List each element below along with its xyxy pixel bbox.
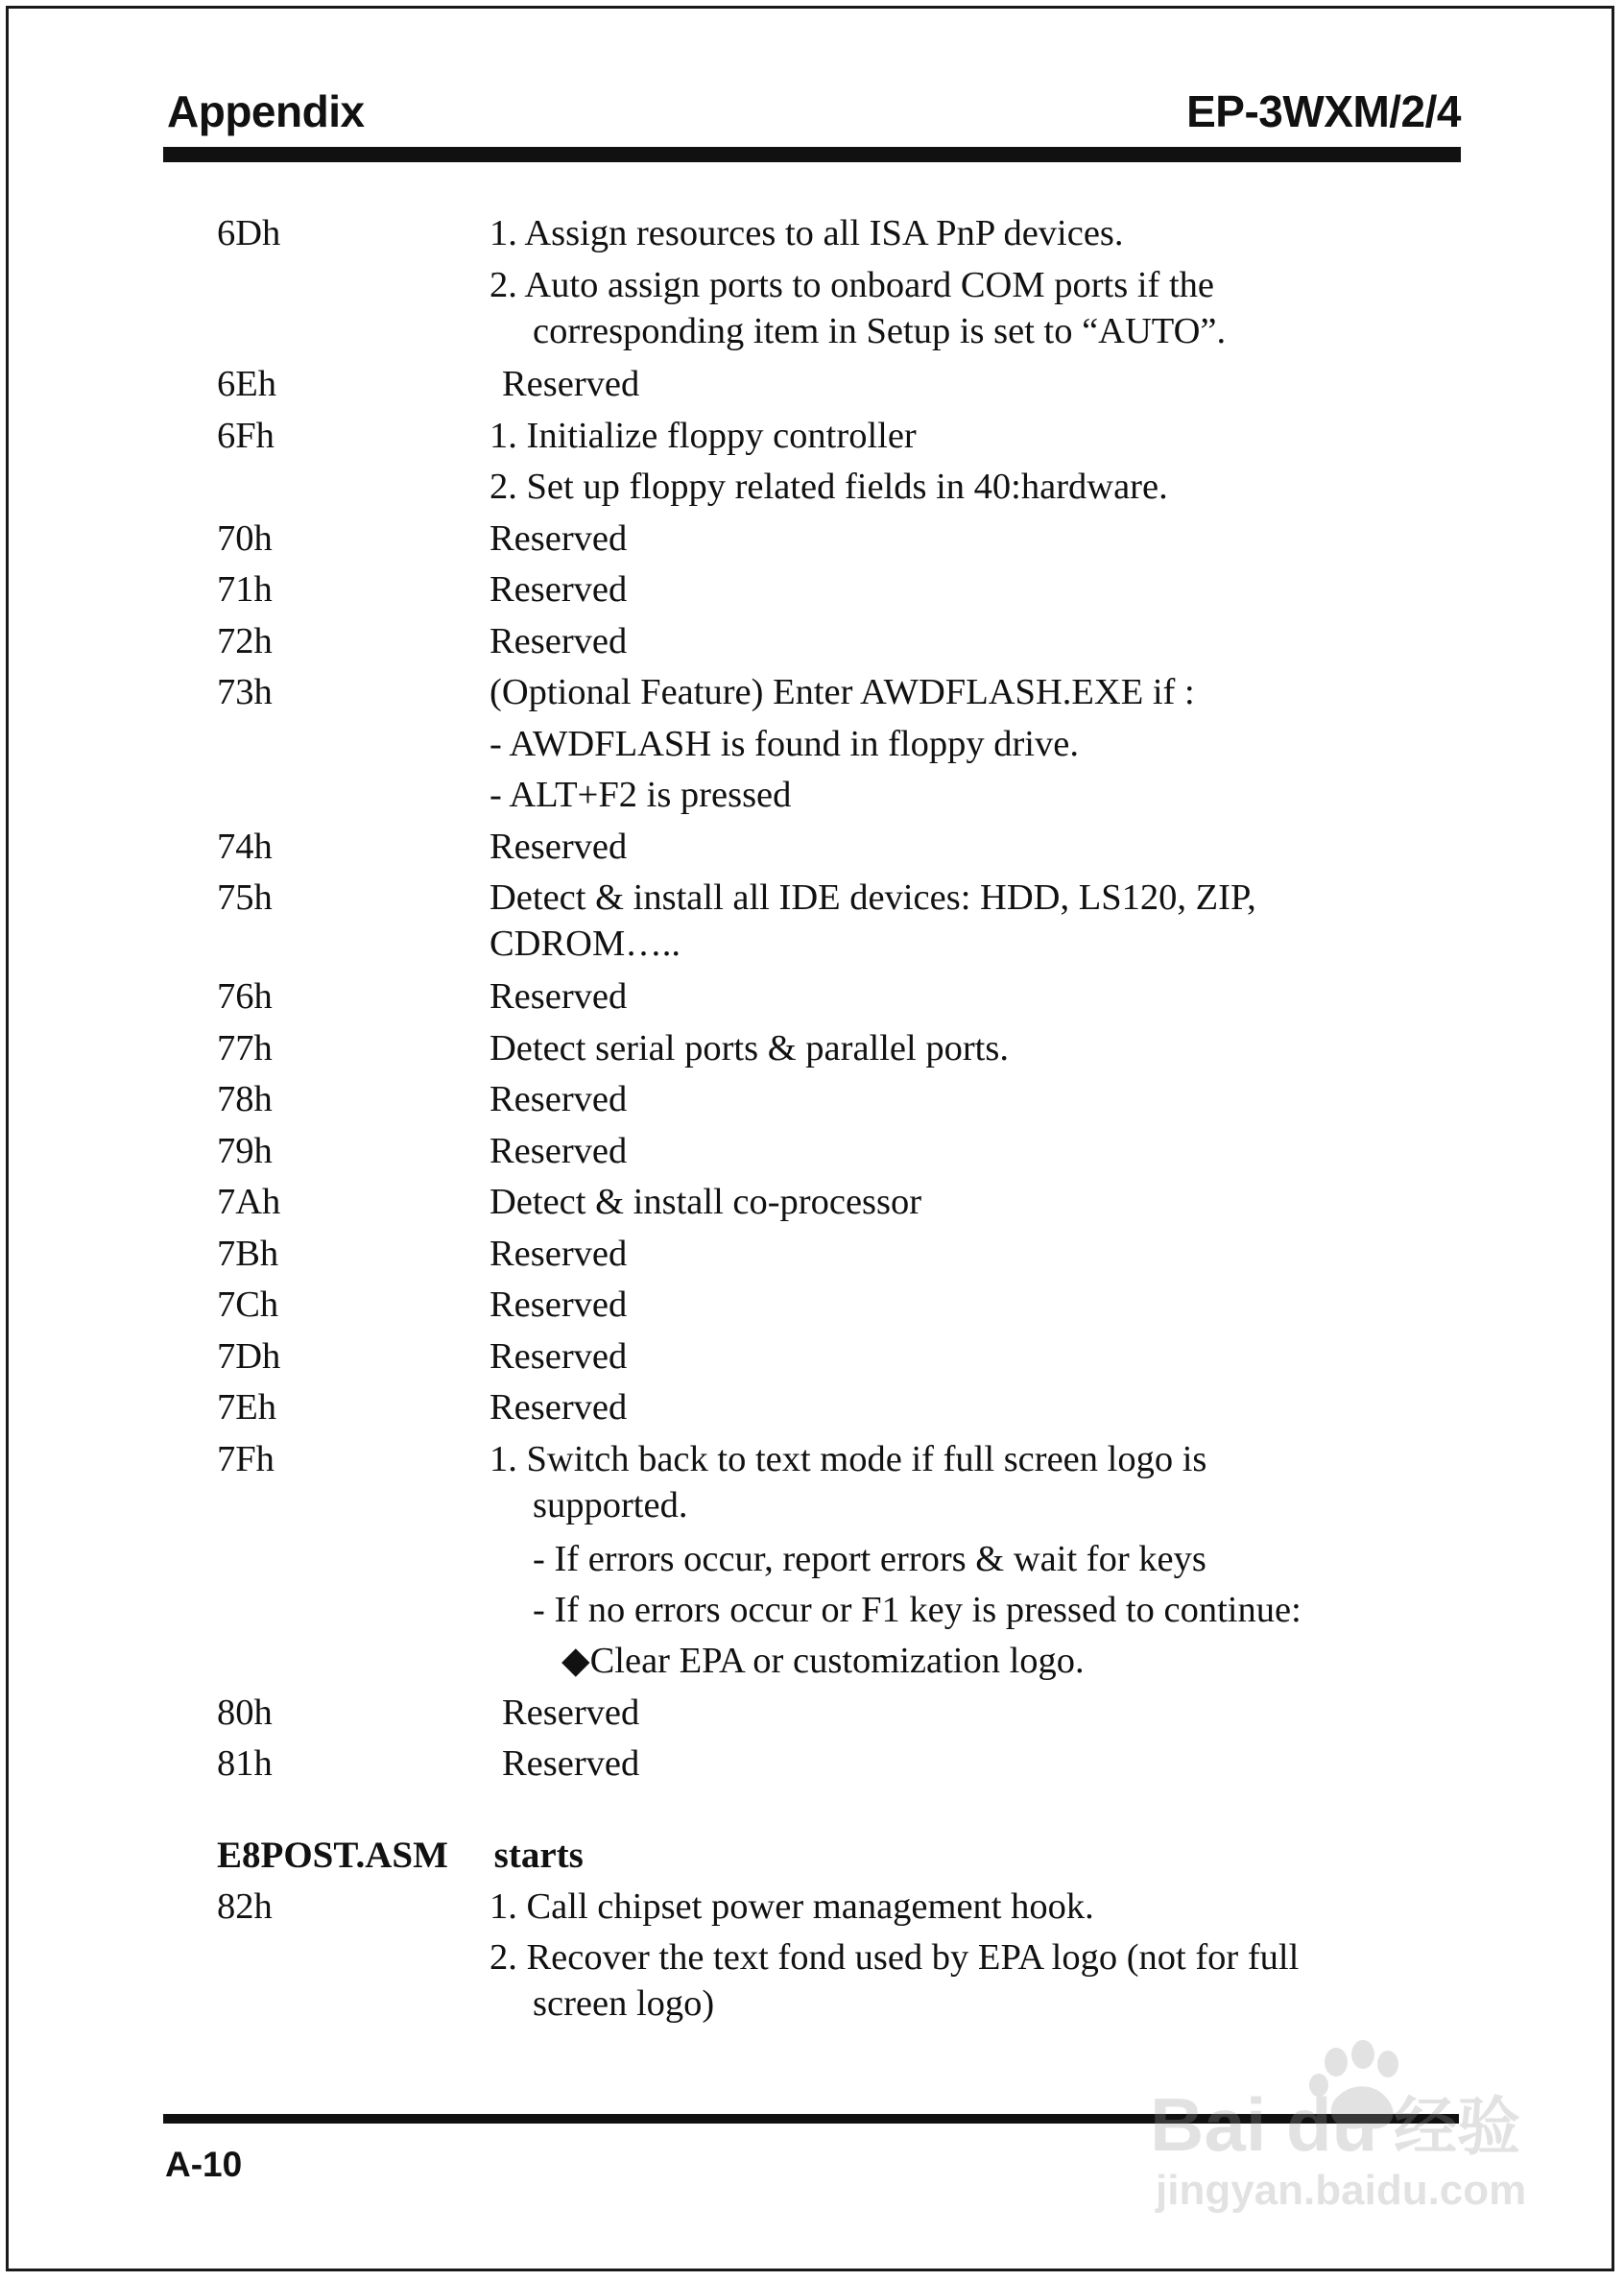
post-code: 77h [217, 1028, 273, 1068]
description-line: - If errors occur, report errors & wait for keys [533, 1539, 1206, 1579]
description-line: 1. Call chipset power management hook. [490, 1886, 1094, 1927]
description-line: 1. Initialize floppy controller [490, 416, 917, 456]
description-line: 2. Auto assign ports to onboard COM ports if the [490, 265, 1214, 305]
description-line: ◆Clear EPA or customization logo. [561, 1641, 1085, 1681]
post-description [490, 1231, 1461, 1277]
description-line: 2. Set up floppy related fields in 40:hardware. [490, 467, 1168, 507]
description-line: Detect serial ports & parallel ports. [490, 1028, 1009, 1068]
post-code: 82h [217, 1886, 273, 1927]
description-line: Reserved [490, 621, 628, 661]
post-description [502, 361, 1461, 407]
description-line: Reserved [490, 1387, 628, 1428]
post-description [490, 824, 1461, 870]
post-description [490, 1076, 1461, 1122]
post-code: 6Eh [217, 364, 277, 404]
description-line: Reserved [502, 364, 640, 404]
post-code: 7Eh [217, 1387, 277, 1428]
post-description [490, 1436, 1461, 1528]
post-code: 6Dh [217, 213, 281, 253]
post-description [490, 721, 1461, 767]
description-line: - ALT+F2 is pressed [490, 775, 792, 815]
post-description [490, 1179, 1461, 1225]
post-description [502, 1690, 1461, 1736]
post-description [490, 210, 1461, 256]
header-model-name: EP-3WXM/2/4 [1186, 86, 1461, 136]
description-line: Detect & install co-processor [490, 1182, 922, 1222]
description-line: - If no errors occur or F1 key is pressed to continue: [533, 1590, 1302, 1630]
description-line: Reserved [490, 1234, 628, 1274]
header-rule [163, 147, 1461, 162]
post-description [490, 1282, 1461, 1328]
post-code: 76h [217, 976, 273, 1017]
description-line: Reserved [490, 1285, 628, 1325]
post-code: 74h [217, 827, 273, 867]
post-code: 79h [217, 1131, 273, 1171]
post-description [490, 464, 1461, 510]
post-description [490, 413, 1461, 459]
section-heading [217, 1833, 584, 1879]
post-description [490, 1025, 1461, 1071]
post-description [490, 1333, 1461, 1380]
post-description [490, 1638, 1461, 1684]
description-line: Reserved [502, 1693, 640, 1733]
post-description [490, 875, 1461, 967]
post-code: 6Fh [217, 416, 275, 456]
post-description [490, 1934, 1461, 2027]
post-description [490, 772, 1461, 818]
post-description [490, 1128, 1461, 1174]
post-code: 7Ch [217, 1285, 279, 1325]
baidu-watermark [1142, 2026, 1545, 2218]
post-description [490, 973, 1461, 1020]
post-code: 7Ah [217, 1182, 281, 1222]
description-line: Detect & install all IDE devices: HDD, LS120, ZIP, [490, 877, 1256, 918]
post-description [490, 1536, 1461, 1582]
post-code: 7Dh [217, 1336, 281, 1377]
post-code: 81h [217, 1743, 273, 1784]
watermark-brand-suffix: du [1286, 2082, 1378, 2167]
post-code: 70h [217, 518, 273, 559]
post-description [502, 1741, 1461, 1787]
description-line: - AWDFLASH is found in floppy drive. [490, 724, 1079, 764]
description-line: 1. Switch back to text mode if full screen logo is [490, 1439, 1207, 1479]
description-line: Reserved [490, 518, 628, 559]
watermark-url: jingyan.baidu.com [1156, 2167, 1527, 2214]
description-line: supported. [533, 1485, 688, 1525]
description-line: 2. Recover the text fond used by EPA logo (not for full [490, 1937, 1300, 1978]
post-description [490, 1384, 1461, 1430]
post-code: 75h [217, 877, 273, 918]
section-suffix: starts [493, 1835, 584, 1876]
description-line: Reserved [490, 1336, 628, 1377]
page-number: A-10 [165, 2145, 243, 2184]
description-line: (Optional Feature) Enter AWDFLASH.EXE if : [490, 672, 1195, 712]
post-code: 72h [217, 621, 273, 661]
watermark-brand: Bai [1150, 2082, 1267, 2167]
post-code: 73h [217, 672, 273, 712]
description-line: Reserved [490, 1079, 628, 1119]
post-description [490, 618, 1461, 664]
description-line: Reserved [490, 976, 628, 1017]
description-line: Reserved [502, 1743, 640, 1784]
description-line: Reserved [490, 827, 628, 867]
post-description [490, 566, 1461, 612]
post-description [490, 262, 1461, 354]
watermark-cn: 经验 [1394, 2091, 1520, 2162]
post-code: 71h [217, 569, 273, 610]
description-line: Reserved [490, 569, 628, 610]
description-line: CDROM….. [490, 924, 681, 964]
post-description [490, 1884, 1461, 1930]
post-description [490, 1587, 1461, 1633]
header-section-title: Appendix [167, 86, 365, 136]
post-description [490, 516, 1461, 562]
post-code: 80h [217, 1693, 273, 1733]
post-code: 78h [217, 1079, 273, 1119]
description-line: Reserved [490, 1131, 628, 1171]
post-description [490, 669, 1461, 715]
description-line: screen logo) [533, 1983, 715, 2024]
post-code: 7Fh [217, 1439, 275, 1479]
section-file-name: E8POST.ASM [217, 1835, 448, 1876]
description-line: 1. Assign resources to all ISA PnP devices. [490, 213, 1124, 253]
description-line: corresponding item in Setup is set to “AUTO”. [533, 311, 1227, 351]
post-code: 7Bh [217, 1234, 279, 1274]
